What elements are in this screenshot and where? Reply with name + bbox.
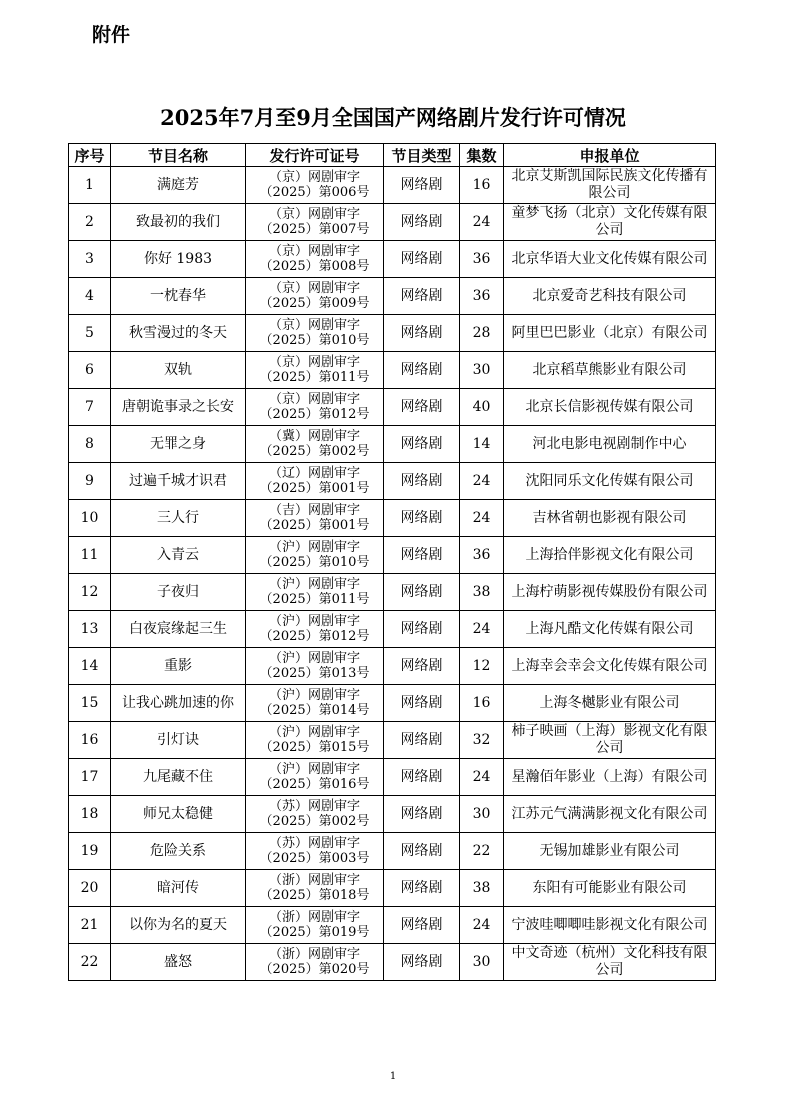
row-number: 10 — [69, 500, 111, 537]
license-number — [246, 426, 384, 463]
episode-count: 30 — [460, 352, 504, 389]
license-line-1: （冀）网剧审字 — [268, 429, 360, 444]
program-name: 重影 — [111, 648, 246, 685]
table-row — [69, 833, 716, 870]
program-type: 网络剧 — [384, 648, 460, 685]
episode-count: 12 — [460, 648, 504, 685]
license-line-1: （浙）网剧审字 — [268, 873, 360, 888]
license-line-2: （2025）第003号 — [259, 851, 370, 866]
license-number — [246, 611, 384, 648]
row-number: 8 — [69, 426, 111, 463]
license-number — [246, 833, 384, 870]
program-name: 白夜宸缘起三生 — [111, 611, 246, 648]
license-line-1: （苏）网剧审字 — [268, 836, 360, 851]
program-name: 满庭芳 — [111, 167, 246, 204]
table-row — [69, 463, 716, 500]
applicant-unit: 北京长信影视传媒有限公司 — [504, 389, 716, 426]
applicant-unit: 东阳有可能影业有限公司 — [504, 870, 716, 907]
license-line-1: （京）网剧审字 — [268, 244, 360, 259]
license-line-2: （2025）第012号 — [259, 407, 370, 422]
applicant-unit: 上海柠萌影视传媒股份有限公司 — [504, 574, 716, 611]
table-row — [69, 241, 716, 278]
applicant-unit: 中文奇迹（杭州）文化科技有限公司 — [504, 944, 716, 981]
program-name: 三人行 — [111, 500, 246, 537]
license-line-2: （2025）第019号 — [259, 925, 370, 940]
program-name: 唐朝诡事录之长安 — [111, 389, 246, 426]
table-body — [69, 167, 716, 981]
episode-count: 40 — [460, 389, 504, 426]
license-number — [246, 500, 384, 537]
applicant-unit: 上海冬樾影业有限公司 — [504, 685, 716, 722]
program-type: 网络剧 — [384, 315, 460, 352]
row-number: 14 — [69, 648, 111, 685]
row-number: 18 — [69, 796, 111, 833]
applicant-unit: 河北电影电视剧制作中心 — [504, 426, 716, 463]
row-number: 21 — [69, 907, 111, 944]
license-number — [246, 278, 384, 315]
episode-count: 24 — [460, 500, 504, 537]
table-row — [69, 278, 716, 315]
program-name: 危险关系 — [111, 833, 246, 870]
applicant-unit: 宁波哇唧唧哇影视文化有限公司 — [504, 907, 716, 944]
license-line-2: （2025）第014号 — [259, 703, 370, 718]
table-row — [69, 759, 716, 796]
program-type: 网络剧 — [384, 278, 460, 315]
applicant-unit: 上海拾伴影视文化有限公司 — [504, 537, 716, 574]
program-type: 网络剧 — [384, 722, 460, 759]
program-name: 让我心跳加速的你 — [111, 685, 246, 722]
table-header-row — [69, 144, 716, 167]
license-line-1: （京）网剧审字 — [268, 318, 360, 333]
license-line-2: （2025）第001号 — [259, 518, 370, 533]
license-line-2: （2025）第012号 — [259, 629, 370, 644]
license-line-1: （京）网剧审字 — [268, 355, 360, 370]
program-type: 网络剧 — [384, 944, 460, 981]
row-number: 1 — [69, 167, 111, 204]
license-line-2: （2025）第013号 — [259, 666, 370, 681]
program-name: 引灯诀 — [111, 722, 246, 759]
license-line-2: （2025）第009号 — [259, 296, 370, 311]
license-line-1: （沪）网剧审字 — [268, 614, 360, 629]
header-name: 节目名称 — [111, 144, 246, 167]
program-type: 网络剧 — [384, 907, 460, 944]
table-row — [69, 870, 716, 907]
row-number: 22 — [69, 944, 111, 981]
license-line-2: （2025）第015号 — [259, 740, 370, 755]
row-number: 12 — [69, 574, 111, 611]
program-name: 以你为名的夏天 — [111, 907, 246, 944]
program-name: 致最初的我们 — [111, 204, 246, 241]
table-row — [69, 204, 716, 241]
table-row — [69, 537, 716, 574]
license-number — [246, 722, 384, 759]
applicant-unit: 无锡加雄影业有限公司 — [504, 833, 716, 870]
license-line-1: （沪）网剧审字 — [268, 725, 360, 740]
license-number — [246, 352, 384, 389]
row-number: 7 — [69, 389, 111, 426]
applicant-unit: 星瀚佰年影业（上海）有限公司 — [504, 759, 716, 796]
license-line-2: （2025）第011号 — [259, 370, 370, 385]
license-line-1: （苏）网剧审字 — [268, 799, 360, 814]
license-number — [246, 944, 384, 981]
license-number — [246, 759, 384, 796]
license-number — [246, 204, 384, 241]
license-line-2: （2025）第018号 — [259, 888, 370, 903]
license-number — [246, 907, 384, 944]
license-line-1: （浙）网剧审字 — [268, 910, 360, 925]
license-number — [246, 389, 384, 426]
episode-count: 24 — [460, 759, 504, 796]
license-line-2: （2025）第010号 — [259, 333, 370, 348]
program-type: 网络剧 — [384, 426, 460, 463]
program-name: 无罪之身 — [111, 426, 246, 463]
episode-count: 30 — [460, 796, 504, 833]
applicant-unit: 上海幸会幸会文化传媒有限公司 — [504, 648, 716, 685]
license-line-2: （2025）第020号 — [259, 962, 370, 977]
row-number: 13 — [69, 611, 111, 648]
episode-count: 16 — [460, 167, 504, 204]
table-row — [69, 685, 716, 722]
header-type: 节目类型 — [384, 144, 460, 167]
episode-count: 24 — [460, 204, 504, 241]
program-type: 网络剧 — [384, 611, 460, 648]
attachment-label: 附件 — [92, 24, 131, 46]
program-type: 网络剧 — [384, 574, 460, 611]
license-line-1: （京）网剧审字 — [268, 207, 360, 222]
table-row — [69, 426, 716, 463]
license-line-2: （2025）第016号 — [259, 777, 370, 792]
program-type: 网络剧 — [384, 537, 460, 574]
license-number — [246, 537, 384, 574]
row-number: 19 — [69, 833, 111, 870]
program-type: 网络剧 — [384, 389, 460, 426]
header-license: 发行许可证号 — [246, 144, 384, 167]
license-line-2: （2025）第002号 — [259, 444, 370, 459]
applicant-unit: 柿子映画（上海）影视文化有限公司 — [504, 722, 716, 759]
program-type: 网络剧 — [384, 463, 460, 500]
license-line-1: （沪）网剧审字 — [268, 688, 360, 703]
table-row — [69, 315, 716, 352]
row-number: 4 — [69, 278, 111, 315]
row-number: 3 — [69, 241, 111, 278]
episode-count: 30 — [460, 944, 504, 981]
license-line-2: （2025）第008号 — [259, 259, 370, 274]
table-row — [69, 944, 716, 981]
applicant-unit: 阿里巴巴影业（北京）有限公司 — [504, 315, 716, 352]
header-episodes: 集数 — [460, 144, 504, 167]
table-row — [69, 352, 716, 389]
table-row — [69, 167, 716, 204]
applicant-unit: 北京华语大业文化传媒有限公司 — [504, 241, 716, 278]
applicant-unit: 童梦飞扬（北京）文化传媒有限公司 — [504, 204, 716, 241]
program-type: 网络剧 — [384, 241, 460, 278]
program-name: 九尾藏不住 — [111, 759, 246, 796]
license-number — [246, 870, 384, 907]
program-name: 子夜归 — [111, 574, 246, 611]
license-number — [246, 796, 384, 833]
program-name: 暗河传 — [111, 870, 246, 907]
episode-count: 22 — [460, 833, 504, 870]
program-type: 网络剧 — [384, 167, 460, 204]
license-line-1: （吉）网剧审字 — [268, 503, 360, 518]
episode-count: 32 — [460, 722, 504, 759]
license-line-1: （沪）网剧审字 — [268, 651, 360, 666]
license-line-2: （2025）第006号 — [259, 185, 370, 200]
program-type: 网络剧 — [384, 500, 460, 537]
license-number — [246, 167, 384, 204]
license-number — [246, 463, 384, 500]
program-name: 入青云 — [111, 537, 246, 574]
table-row — [69, 907, 716, 944]
episode-count: 38 — [460, 574, 504, 611]
row-number: 2 — [69, 204, 111, 241]
applicant-unit: 上海凡酷文化传媒有限公司 — [504, 611, 716, 648]
license-line-2: （2025）第010号 — [259, 555, 370, 570]
episode-count: 36 — [460, 537, 504, 574]
row-number: 16 — [69, 722, 111, 759]
license-line-1: （沪）网剧审字 — [268, 762, 360, 777]
license-number — [246, 315, 384, 352]
episode-count: 24 — [460, 907, 504, 944]
episode-count: 36 — [460, 241, 504, 278]
episode-count: 28 — [460, 315, 504, 352]
row-number: 9 — [69, 463, 111, 500]
program-type: 网络剧 — [384, 352, 460, 389]
license-line-2: （2025）第002号 — [259, 814, 370, 829]
license-number — [246, 648, 384, 685]
row-number: 6 — [69, 352, 111, 389]
episode-count: 38 — [460, 870, 504, 907]
license-line-2: （2025）第011号 — [259, 592, 370, 607]
episode-count: 36 — [460, 278, 504, 315]
table-row — [69, 611, 716, 648]
program-type: 网络剧 — [384, 204, 460, 241]
program-type: 网络剧 — [384, 833, 460, 870]
program-name: 盛怒 — [111, 944, 246, 981]
program-name: 师兄太稳健 — [111, 796, 246, 833]
episode-count: 24 — [460, 611, 504, 648]
row-number: 15 — [69, 685, 111, 722]
page-number: 1 — [389, 1071, 397, 1082]
applicant-unit: 沈阳同乐文化传媒有限公司 — [504, 463, 716, 500]
table-row — [69, 574, 716, 611]
program-name: 过遍千城才识君 — [111, 463, 246, 500]
license-line-1: （京）网剧审字 — [268, 170, 360, 185]
episode-count: 14 — [460, 426, 504, 463]
table-row — [69, 722, 716, 759]
table-row — [69, 500, 716, 537]
program-type: 网络剧 — [384, 685, 460, 722]
program-type: 网络剧 — [384, 759, 460, 796]
license-line-1: （辽）网剧审字 — [268, 466, 360, 481]
episode-count: 24 — [460, 463, 504, 500]
header-unit: 申报单位 — [504, 144, 716, 167]
program-type: 网络剧 — [384, 870, 460, 907]
program-type: 网络剧 — [384, 796, 460, 833]
program-name: 双轨 — [111, 352, 246, 389]
license-number — [246, 241, 384, 278]
license-number — [246, 574, 384, 611]
applicant-unit: 北京稻草熊影业有限公司 — [504, 352, 716, 389]
program-name: 秋雪漫过的冬天 — [111, 315, 246, 352]
license-number — [246, 685, 384, 722]
license-line-1: （浙）网剧审字 — [268, 947, 360, 962]
row-number: 11 — [69, 537, 111, 574]
license-line-1: （京）网剧审字 — [268, 281, 360, 296]
table-row — [69, 648, 716, 685]
program-name: 你好 1983 — [111, 241, 246, 278]
episode-count: 16 — [460, 685, 504, 722]
applicant-unit: 北京爱奇艺科技有限公司 — [504, 278, 716, 315]
row-number: 20 — [69, 870, 111, 907]
license-line-1: （沪）网剧审字 — [268, 540, 360, 555]
applicant-unit: 吉林省朝也影视有限公司 — [504, 500, 716, 537]
license-line-1: （沪）网剧审字 — [268, 577, 360, 592]
document-title: 2025年7月至9月全国国产网络剧片发行许可情况 — [160, 105, 626, 130]
license-line-1: （京）网剧审字 — [268, 392, 360, 407]
program-name: 一枕春华 — [111, 278, 246, 315]
table-row — [69, 389, 716, 426]
row-number: 17 — [69, 759, 111, 796]
applicant-unit: 江苏元气满满影视文化有限公司 — [504, 796, 716, 833]
row-number: 5 — [69, 315, 111, 352]
license-line-2: （2025）第007号 — [259, 222, 370, 237]
license-table — [68, 143, 716, 981]
header-no: 序号 — [69, 144, 111, 167]
license-line-2: （2025）第001号 — [259, 481, 370, 496]
applicant-unit: 北京艾斯凯国际民族文化传播有限公司 — [504, 167, 716, 204]
table-row — [69, 796, 716, 833]
